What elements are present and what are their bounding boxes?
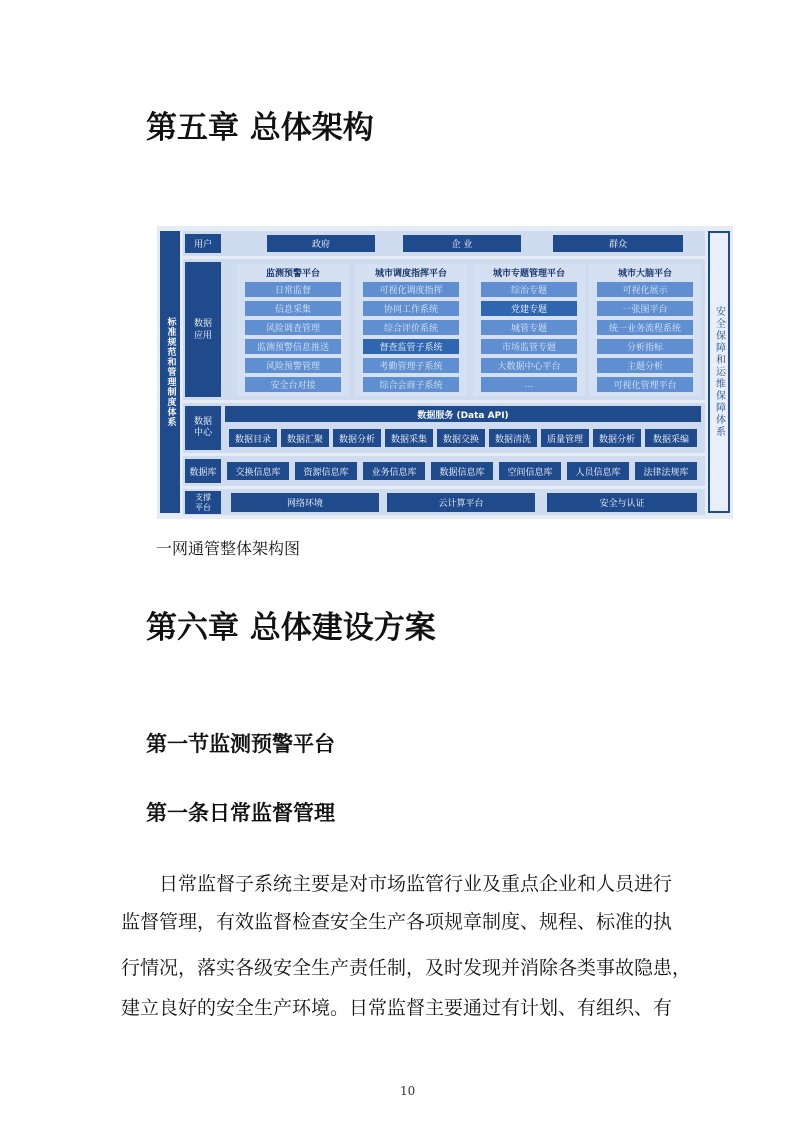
data-center-item: 数据清洗 bbox=[489, 429, 537, 447]
platform-item: 可视化管理平台 bbox=[597, 377, 693, 392]
data-center-label bbox=[185, 406, 221, 450]
platform-item: 分析指标 bbox=[597, 339, 693, 354]
data-service-bar: 数据服务 (Data API) bbox=[225, 406, 701, 422]
chapter-heading: 第五章 总体架构 bbox=[146, 110, 374, 146]
data-center-item: 数据采编 bbox=[645, 429, 697, 447]
data-center-item: 数据汇聚 bbox=[281, 429, 329, 447]
data-center-label-text: 数据中心 bbox=[193, 417, 212, 438]
database-item: 资源信息库 bbox=[295, 462, 357, 480]
platform-item: 信息采集 bbox=[245, 301, 341, 316]
platform-item: ... bbox=[481, 377, 577, 392]
page-number: 10 bbox=[400, 1084, 416, 1098]
platform-item: 市场监管专题 bbox=[481, 339, 577, 354]
body-line: 行情况，落实各级安全生产责任制，及时发现并消除各类事故隐患， bbox=[121, 957, 692, 979]
support-item: 网络环境 bbox=[231, 493, 379, 512]
support-item: 安全与认证 bbox=[547, 493, 697, 512]
platform-topic-title: 城市专题管理平台 bbox=[492, 269, 565, 279]
figure-caption: 一网通管整体架构图 bbox=[156, 539, 301, 558]
platform-item: 考勤管理子系统 bbox=[363, 358, 459, 373]
platform-item: 可视化调度指挥 bbox=[363, 282, 459, 297]
support-label bbox=[185, 491, 221, 514]
platform-item: 风险调查管理 bbox=[245, 320, 341, 335]
body-line: 建立良好的安全生产环境。日常监督主要通过有计划、有组织、有 bbox=[121, 997, 673, 1019]
architecture-diagram bbox=[157, 226, 733, 519]
platform-item: 一张图平台 bbox=[597, 301, 693, 316]
security-band bbox=[708, 231, 730, 513]
body-line: 日常监督子系统主要是对市场监管行业及重点企业和人员进行 bbox=[159, 873, 673, 895]
section-heading: 第一节监测预警平台 bbox=[146, 732, 335, 756]
database-item: 数据信息库 bbox=[431, 462, 493, 480]
database-item: 法律法规库 bbox=[635, 462, 697, 480]
platform-item: 风险预警管理 bbox=[245, 358, 341, 373]
database-item: 交换信息库 bbox=[227, 462, 289, 480]
platform-item: 安全台对接 bbox=[245, 377, 341, 392]
platform-item: 督查监管子系统 bbox=[363, 339, 459, 354]
data-center-item: 数据目录 bbox=[229, 429, 277, 447]
support-label-text: 支撑平台 bbox=[195, 492, 211, 512]
platform-item: 监测预警信息推送 bbox=[245, 339, 341, 354]
user-public: 群众 bbox=[553, 235, 683, 252]
standards-band bbox=[160, 231, 180, 513]
user-enterprise: 企 业 bbox=[403, 235, 521, 252]
standards-band-text: 标准规范和管理制度体系 bbox=[165, 317, 176, 427]
user-row-label: 用户 bbox=[185, 234, 221, 253]
database-item: 人员信息库 bbox=[567, 462, 629, 480]
platform-dispatch-title: 城市调度指挥平台 bbox=[374, 269, 447, 279]
chapter-heading: 第六章 总体建设方案 bbox=[146, 610, 436, 646]
data-center-item: 数据交换 bbox=[437, 429, 485, 447]
platform-item: 可视化展示 bbox=[597, 282, 693, 297]
platform-item: 协同工作系统 bbox=[363, 301, 459, 316]
user-government: 政府 bbox=[267, 235, 375, 252]
data-center-item: 数据分析 bbox=[593, 429, 641, 447]
platform-item: 党建专题 bbox=[481, 301, 577, 316]
platform-monitoring-title: 监测预警平台 bbox=[265, 269, 320, 279]
platform-item: 综治专题 bbox=[481, 282, 577, 297]
data-center-item: 数据分析 bbox=[333, 429, 381, 447]
support-item: 云计算平台 bbox=[387, 493, 535, 512]
security-band-text: 安全保障和运维保障体系 bbox=[713, 306, 725, 438]
platform-item: 综合评价系统 bbox=[363, 320, 459, 335]
app-row-label bbox=[185, 262, 221, 397]
data-center-item: 数据采集 bbox=[385, 429, 433, 447]
database-item: 空间信息库 bbox=[499, 462, 561, 480]
platform-item: 日常监督 bbox=[245, 282, 341, 297]
data-center-item: 质量管理 bbox=[541, 429, 589, 447]
platform-item: 城管专题 bbox=[481, 320, 577, 335]
platform-item: 主题分析 bbox=[597, 358, 693, 373]
app-row-label-text: 数据应用 bbox=[193, 318, 212, 341]
platform-item: 综合会商子系统 bbox=[363, 377, 459, 392]
database-item: 业务信息库 bbox=[363, 462, 425, 480]
body-line: 监督管理，有效监督检查安全生产各项规章制度、规程、标准的执 bbox=[121, 911, 673, 933]
platform-item: 大数据中心平台 bbox=[481, 358, 577, 373]
platform-item: 统一业务流程系统 bbox=[597, 320, 693, 335]
database-label: 数据库 bbox=[185, 459, 221, 483]
platform-brain-title: 城市大脑平台 bbox=[617, 269, 672, 279]
article-heading: 第一条日常监督管理 bbox=[146, 801, 335, 825]
